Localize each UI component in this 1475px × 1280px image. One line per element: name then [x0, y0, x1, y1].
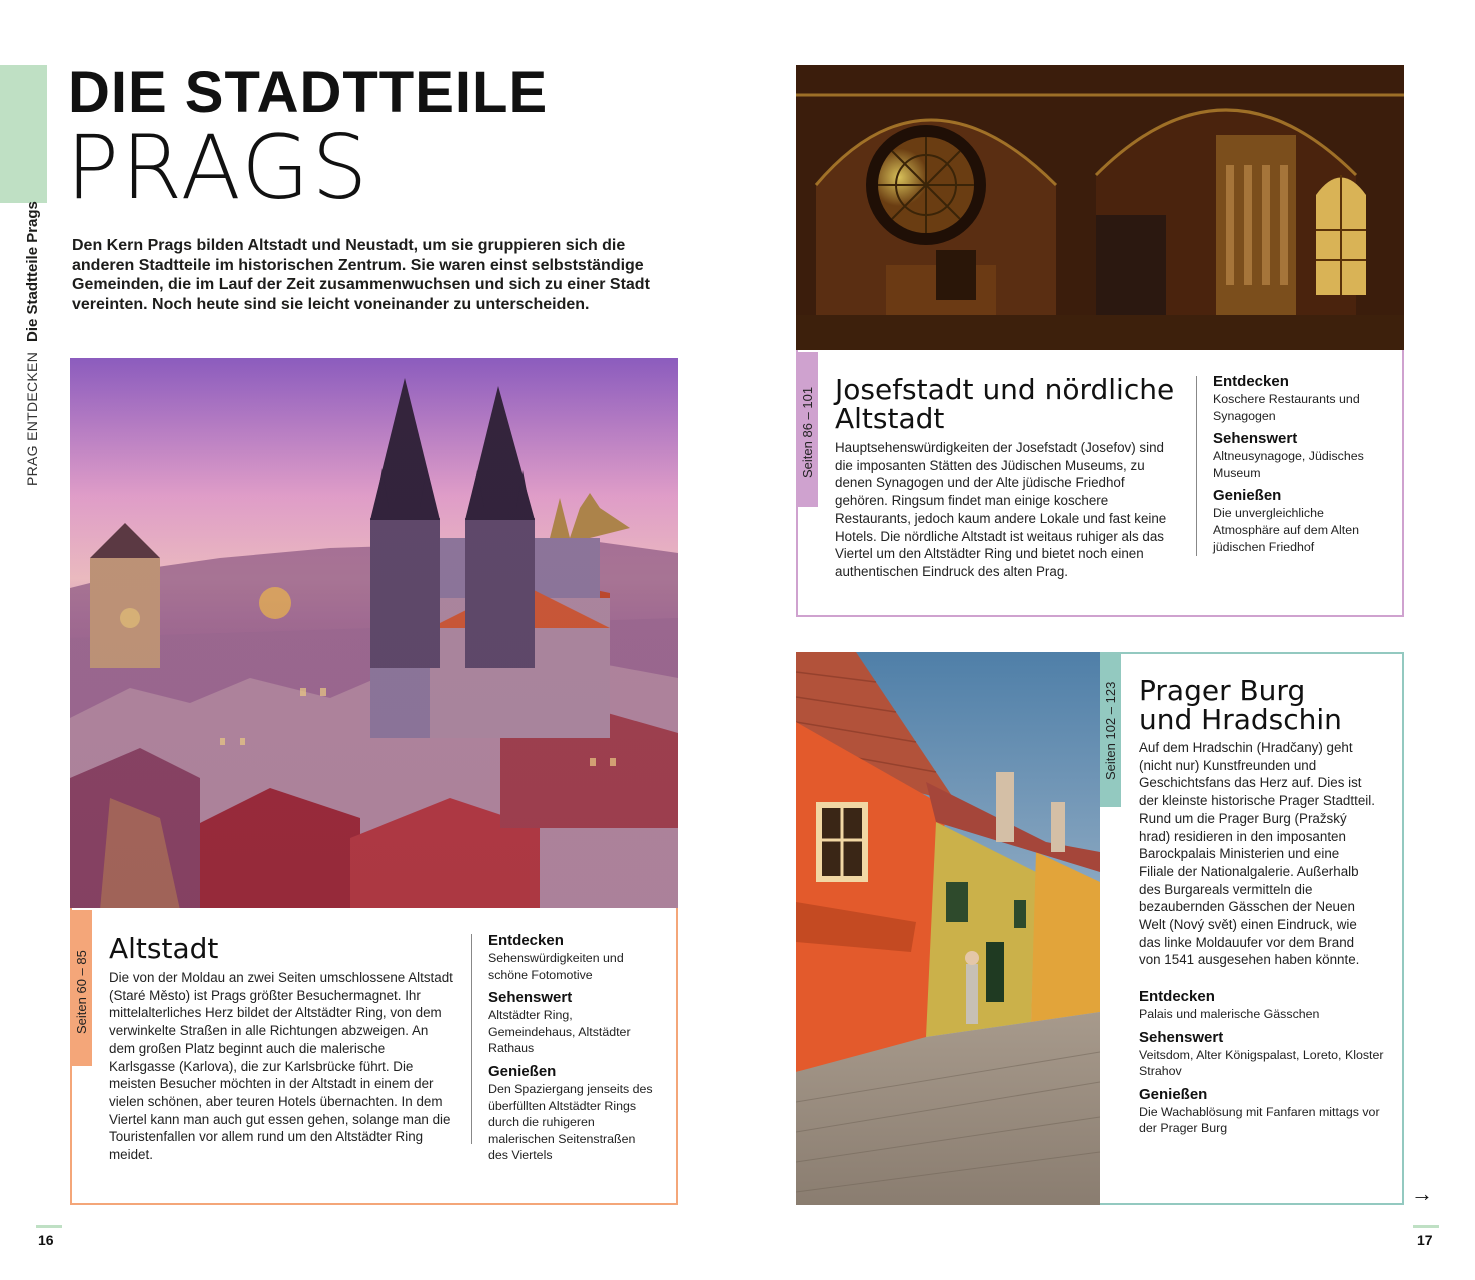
section-color-tab — [0, 65, 47, 203]
josefstadt-column-rule — [1196, 376, 1197, 556]
altstadt-pages-tab — [70, 910, 92, 1066]
josefstadt-title: Josefstadt und nördliche Altstadt — [835, 373, 1175, 435]
page-number-left: 16 — [38, 1232, 54, 1248]
josefstadt-geniessen-heading: Genießen — [1213, 487, 1282, 505]
josefstadt-sehenswert-text: Altneusynagoge, Jüdisches Museum — [1213, 449, 1364, 480]
josefstadt-highlights — [1213, 373, 1383, 555]
josefstadt-pages-tab — [798, 352, 818, 507]
altstadt-sehenswert-heading: Sehenswert — [488, 989, 573, 1007]
synagogue-photo — [796, 65, 1404, 352]
josefstadt-sehenswert-heading: Sehenswert — [1213, 430, 1298, 448]
page-number-bar-left — [36, 1225, 62, 1228]
burg-entdecken-text: Palais und malerische Gässchen — [1139, 1007, 1320, 1021]
josefstadt-pages: Seiten 86 – 101 — [800, 386, 815, 478]
josefstadt-entdecken-heading: Entdecken — [1213, 373, 1289, 390]
running-header — [24, 196, 48, 486]
altstadt-sehenswert-text: Altstädter Ring, Gemeindehaus, Altstädter Rathaus — [488, 1008, 631, 1056]
page-title-line2: PRAGS — [66, 116, 370, 219]
josefstadt-geniessen-text: Die unvergleichliche Atmosphäre auf dem Alten jüdischen Friedhof — [1213, 506, 1360, 554]
burg-title: Prager Burg und Hradschin — [1139, 674, 1342, 736]
josefstadt-text: Hauptsehenswürdigkeiten der Josefstadt (Josefov) sind die imposanten Stätten des Jüdischen Museums, zu denen Synagogen und der Alte jüdische Friedhof gehören. Ringsum findet man einige koschere Restaurants, jedoch kaum andere Lokale und fast keine Hotels. Die nördliche Altstadt ist weitaus ruhiger als das Viertel um den Altstädter Ring und bietet noch einen authentischen Eindruck des alten Prag. — [835, 440, 1167, 579]
altstadt-geniessen-heading: Genießen — [488, 1062, 557, 1080]
page-number-right: 17 — [1417, 1232, 1433, 1248]
altstadt-pages: Seiten 60 – 85 — [74, 950, 89, 1034]
burg-geniessen-text: Die Wachablösung mit Fanfaren mittags vor der Prager Burg — [1139, 1104, 1380, 1136]
burg-highlights — [1139, 988, 1389, 1137]
altstadt-title: Altstadt — [109, 932, 219, 965]
page-title-line1: DIE STADTTEILE — [68, 60, 549, 125]
next-page-arrow-icon[interactable]: → — [1411, 1181, 1433, 1206]
altstadt-photo — [70, 358, 678, 910]
burg-pages-tab — [1100, 654, 1121, 807]
burg-text: Auf dem Hradschin (Hradčany) geht (nicht nur) Kunstfreunden und Geschichtsfans das Herz auf. Dies ist der kleinste historische Prager Stadtteil. Rund um die Prager Burg (Pražský hrad) residieren in den imposanten Barockpalais Ministerien und eine Filiale der Nationalgalerie. Außerhalb des Burgareals vermitteln die bezaubernden Gässchen der Neuen Welt (Nový svět) einen Eindruck, wie das linke Moldauufer vor dem Brand von 1541 ausgesehen haben könnte. — [1139, 740, 1375, 968]
chapter-label: Die Stadtteile Prags — [24, 201, 41, 342]
altstadt-entdecken-heading: Entdecken — [488, 932, 564, 949]
burg-sehenswert-text: Veitsdom, Alter Königspalast, Loreto, Kloster Strahov — [1139, 1047, 1384, 1079]
altstadt-geniessen-text: Den Spaziergang jenseits des überfüllten Altstädter Rings durch die ruhigeren malerischen Seitenstraßen des Viertels — [488, 1081, 653, 1163]
josefstadt-entdecken-text: Koschere Restaurants und Synagogen — [1213, 392, 1360, 423]
altstadt-entdecken-text: Sehenswürdigkeiten und schöne Fotomotive — [488, 951, 624, 982]
altstadt-text: Die von der Moldau an zwei Seiten umschlossene Altstadt (Staré Město) ist Prags größter Besuchermagnet. Ihr mittelalterliches Herz bildet der Altstädter Ring, von dem verwinkelte Straßen in alle Richtungen abzweigen. An dem großen Platz beginnt auch die malerische Karlsgasse (Karlova), die zur Karlsbrücke führt. Die meisten Besucher möchten in der Altstadt in einem der vielen schönen, aber teuren Hotels übernachten. In dem Viertel kann man auch gut essen gehen, solange man die Touristenfallen vor allem rund um den Altstädter Ring meidet. — [109, 970, 453, 1163]
golden-lane-photo — [796, 652, 1100, 1205]
section-label: PRAG ENTDECKEN — [24, 351, 40, 486]
altstadt-highlights — [488, 932, 658, 1164]
burg-geniessen-heading: Genießen — [1139, 1085, 1208, 1103]
burg-sehenswert-heading: Sehenswert — [1139, 1028, 1224, 1046]
intro-paragraph: Den Kern Prags bilden Altstadt und Neustadt, um sie gruppieren sich die anderen Stadtteile im historischen Zentrum. Sie waren einst selbstständige Gemeinden, die im Lauf der Zeit zusammenwuchsen und sich zu einer Stadt vereinten. Noch heute sind sie leicht voneinander zu unterscheiden. — [72, 237, 650, 313]
burg-pages: Seiten 102 – 123 — [1103, 681, 1118, 780]
page-number-bar-right — [1413, 1225, 1439, 1228]
burg-entdecken-heading: Entdecken — [1139, 988, 1215, 1005]
altstadt-column-rule — [471, 934, 472, 1144]
